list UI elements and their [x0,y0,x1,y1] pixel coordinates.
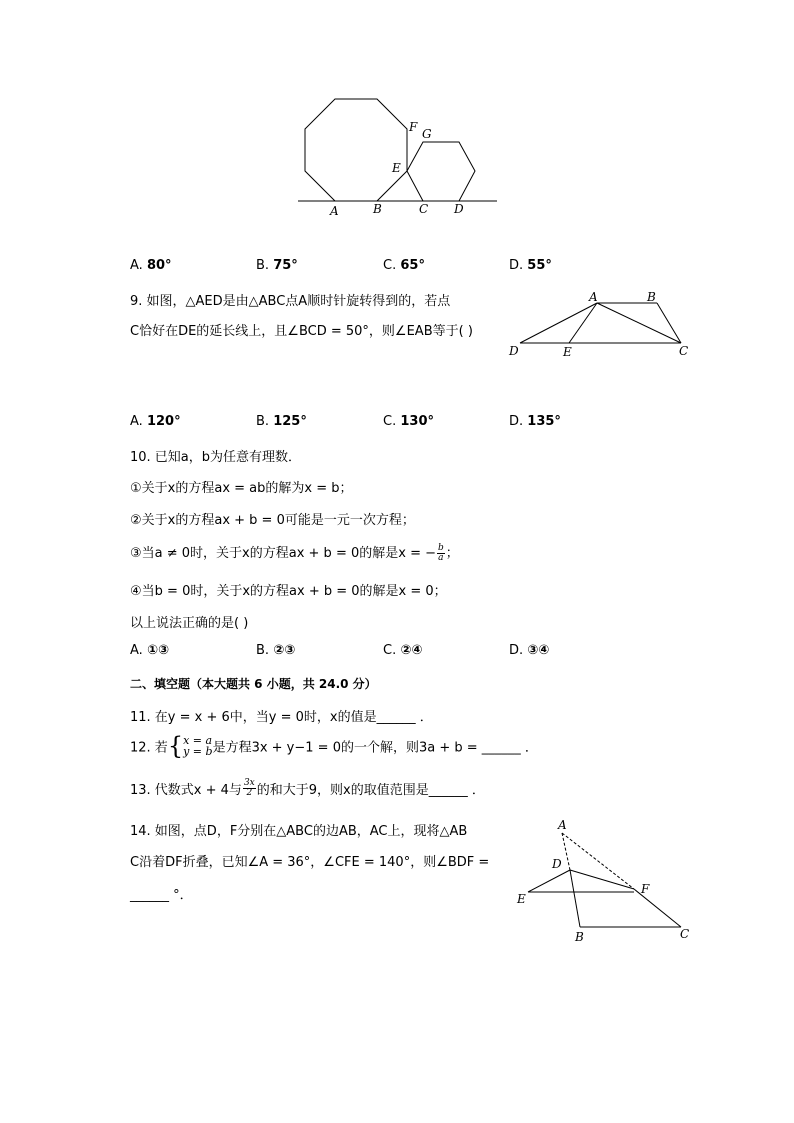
q12: 12. 若{ x = a y = b 是方程3x + y−1 = 0的一个解，则3a + b = ______ ． [130,732,538,760]
q10-statement-1: ①关于x的方程ax = ab的解为x = b； [130,481,353,496]
q14-line3: ______ °． [130,888,193,903]
q8-option-c[interactable]: C. 65° [383,258,425,273]
label-D: D [454,202,464,216]
label-A: A [589,290,598,304]
q10-statement-2: ②关于x的方程ax + b = 0可能是一元一次方程； [130,513,415,528]
figure-q9 [505,288,695,363]
label-B: B [373,202,382,216]
q10-option-a[interactable]: A. ①③ [130,643,169,658]
label-A: A [558,818,567,832]
label-C: C [680,927,690,941]
frac-den: a [438,553,444,563]
label-F: F [409,120,418,134]
q10-option-c[interactable]: C. ②④ [383,643,423,658]
q10-stem: 10. 已知a，b为任意有理数． [130,450,302,465]
octagon [305,99,407,201]
brace: { [167,732,184,760]
label-E: E [563,345,572,359]
q9-line1: 9. 如图，△AED是由△ABC点A顺时针旋转得到的，若点 [130,294,451,309]
q8-option-a[interactable]: A. 80° [130,258,172,273]
label-E: E [392,161,401,175]
label-C: C [679,344,689,358]
hexagon [407,142,475,201]
q10-statement-4: ④当b = 0时，关于x的方程ax + b = 0的解是x = 0； [130,584,447,599]
q10-statement-3: ③当a ≠ 0时，关于x的方程ax + b = 0的解是x = − $\frac{b}{a}$ ； [130,543,459,563]
frac-num: 3x [243,778,255,788]
system-eq-2: y = b [183,745,213,758]
q14-line1: 14. 如图，点D，F分别在△ABC的边AB，AC上，现将△AB [130,824,468,839]
label-D: D [509,344,519,358]
label-A: A [330,204,339,218]
q9-option-c[interactable]: C. 130° [383,414,434,429]
q9-line2: C恰好在DE的延长线上，且∠BCD = 50°，则∠EAB等于( ) [130,324,473,339]
frac-num: b [437,543,444,553]
frac-den: 2 [246,788,253,798]
q10-option-d[interactable]: D. ③④ [509,643,550,658]
q10-ask: 以上说法正确的是( ) [130,616,249,631]
system-eq-1: x = a [183,734,213,747]
q9-option-a[interactable]: A. 120° [130,414,181,429]
q9-option-b[interactable]: B. 125° [256,414,307,429]
figure-octagon-hexagon [290,90,505,220]
label-F: F [641,882,650,896]
q8-option-d[interactable]: D. 55° [509,258,552,273]
label-G: G [422,127,432,141]
q14-line2: C沿着DF折叠，已知∠A = 36°，∠CFE = 140°，则∠BDF = [130,855,490,870]
figure-q14 [510,815,700,945]
label-B: B [575,930,584,944]
q9-option-d[interactable]: D. 135° [509,414,561,429]
section-title: 二、填空题（本大题共 6 小题，共 24.0 分） [130,677,377,691]
q8-option-b[interactable]: B. 75° [256,258,298,273]
q13: 13. 代数式x + 4与 $\frac{3x}{2}$ 的和大于9，则x的取值范围是______ ． [130,778,485,798]
label-C: C [419,202,429,216]
label-B: B [647,290,656,304]
label-D: D [552,857,562,871]
q11: 11. 在y = x + 6中，当y = 0时，x的值是______ ． [130,710,433,725]
q10-option-b[interactable]: B. ②③ [256,643,296,658]
label-E: E [517,892,526,906]
